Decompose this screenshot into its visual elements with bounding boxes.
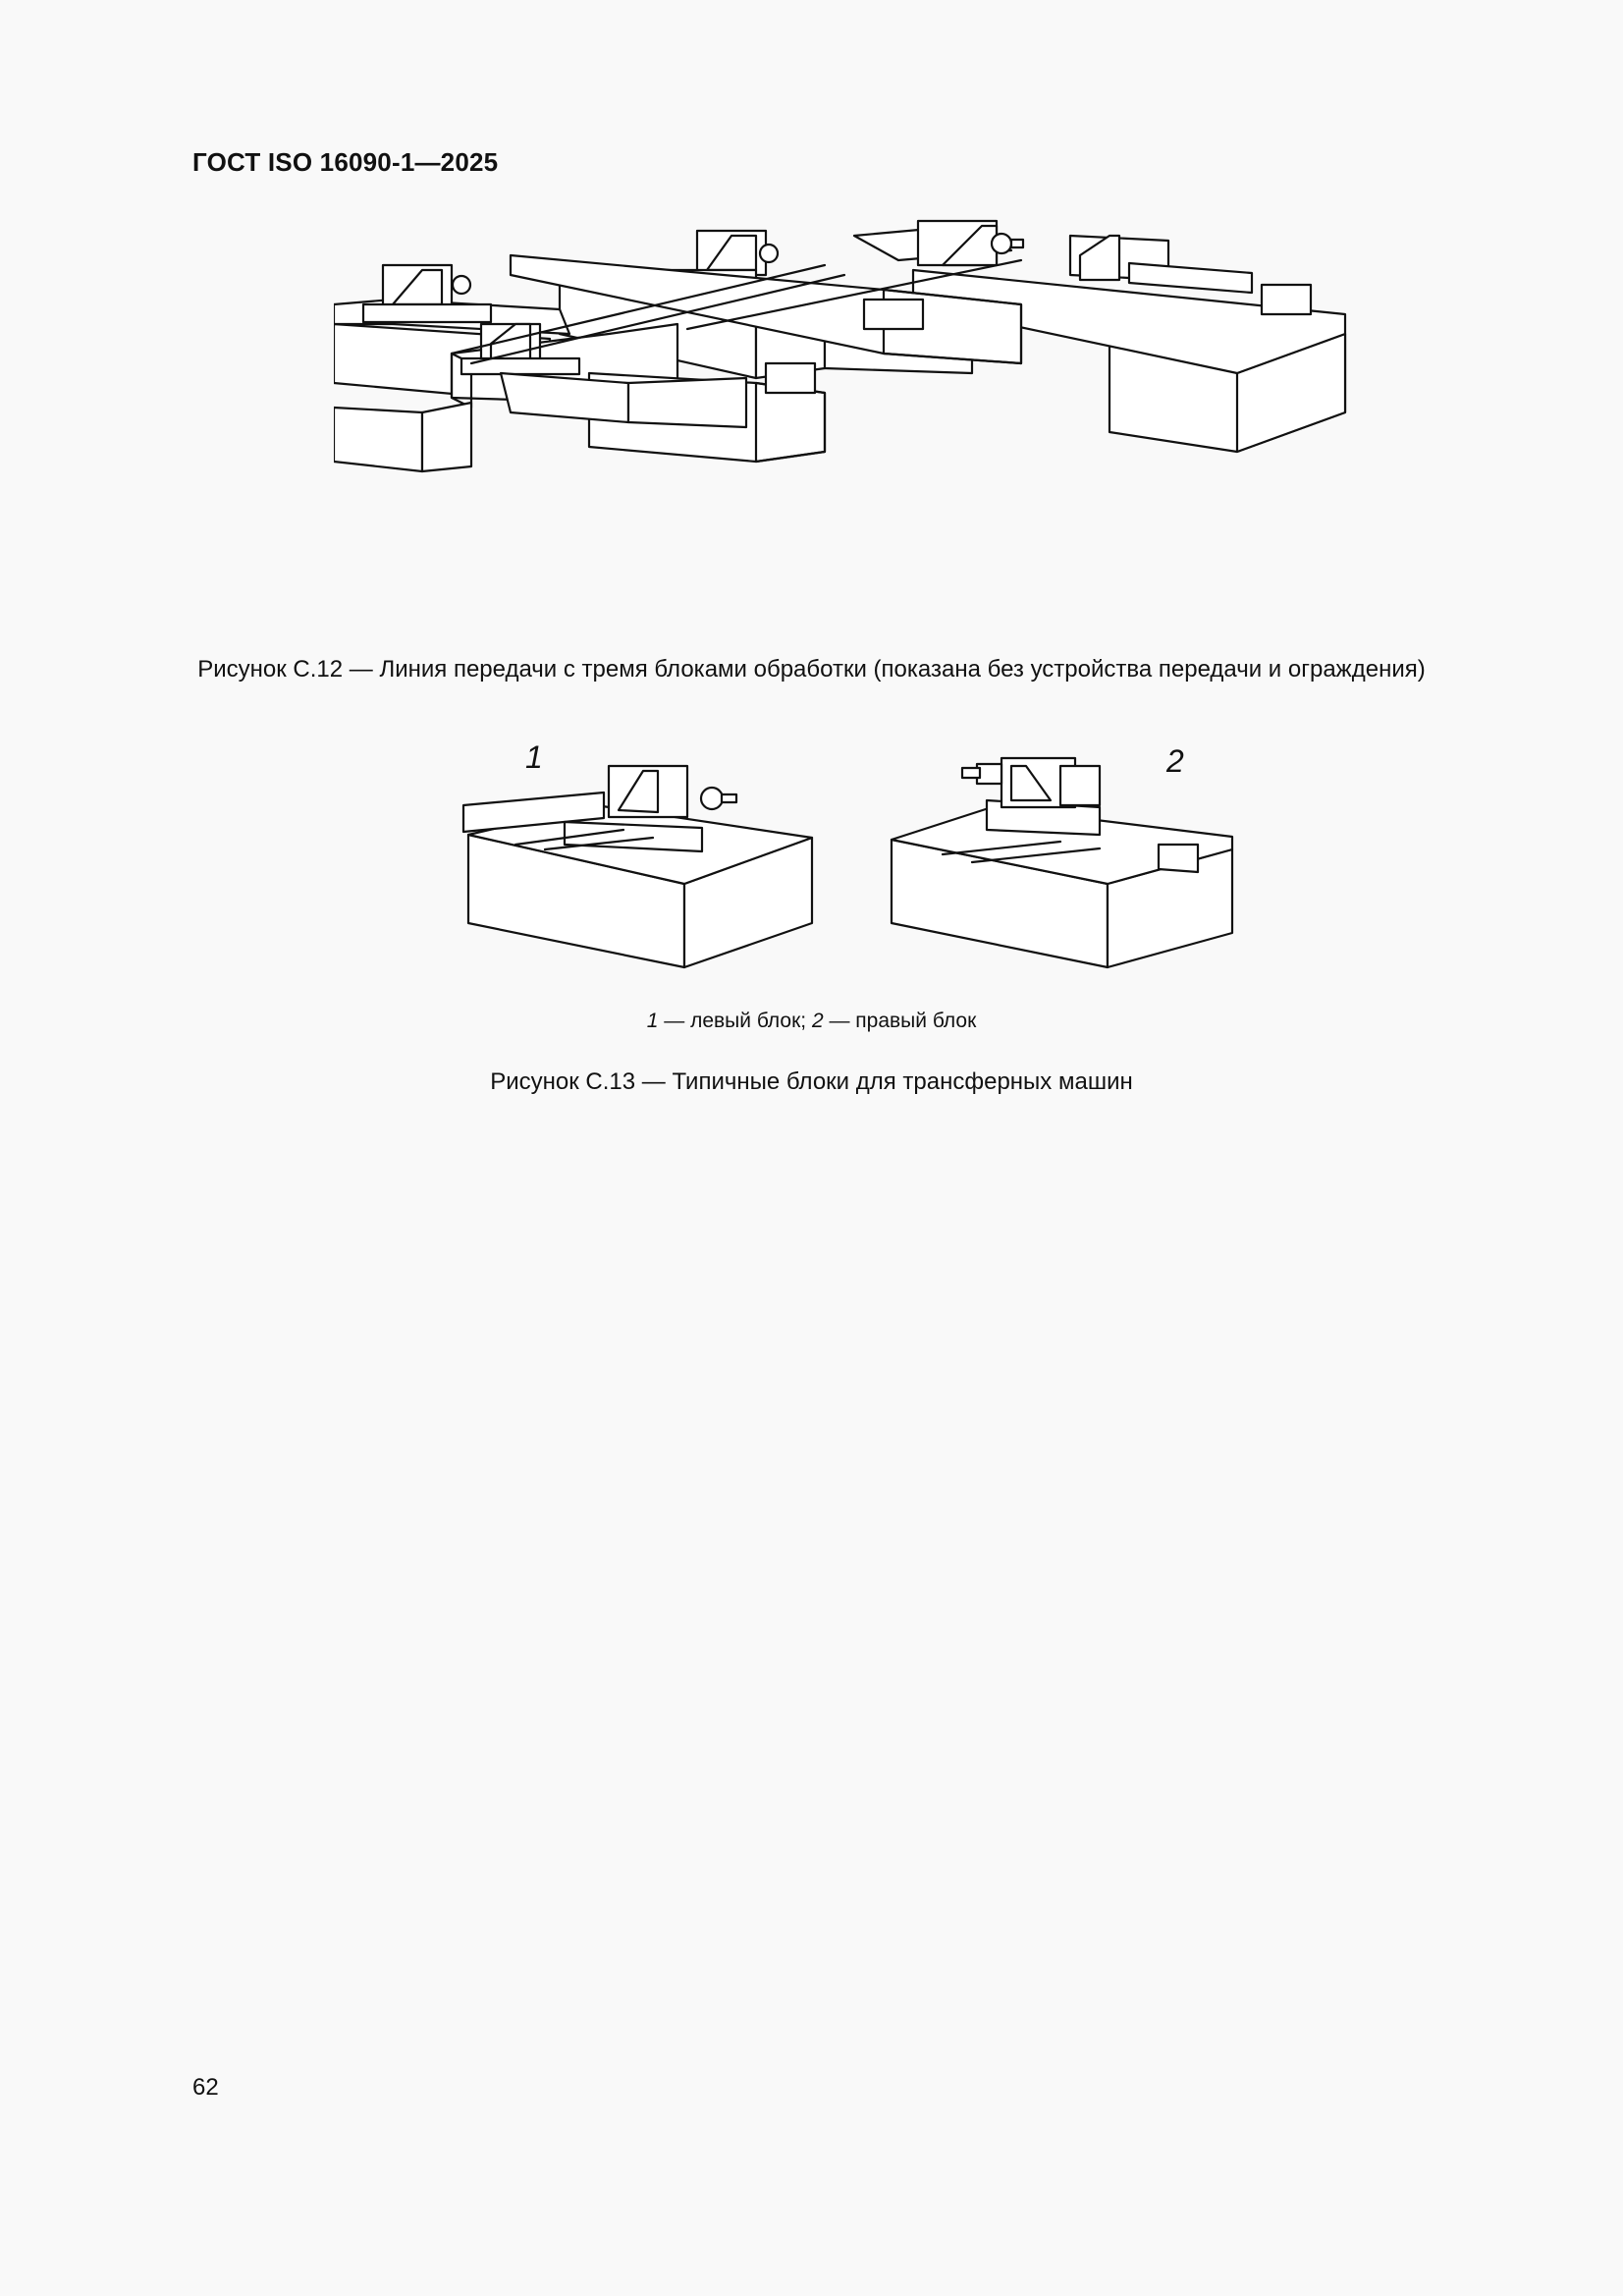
legend-text-2: — правый блок <box>823 1010 977 1032</box>
figure-c13-marker-left: 1 <box>525 739 543 775</box>
legend-number-2: 2 <box>811 1010 824 1032</box>
figure-c13-legend <box>0 1010 1623 1033</box>
page-number: 62 <box>192 2074 219 2101</box>
legend-number-1: 1 <box>646 1010 659 1032</box>
legend-text-1: — левый блок; <box>658 1010 812 1032</box>
figure-c12-caption: Рисунок С.12 — Линия передачи с тремя блоками обработки (показана без устройства передачи и ограждения) <box>197 656 1426 683</box>
document-header: ГОСТ ISO 16090-1—2025 <box>192 147 499 177</box>
figure-c13-right-unit <box>884 746 1247 977</box>
figure-c12-transfer-line <box>334 216 1375 629</box>
figure-c13-caption: Рисунок С.13 — Типичные блоки для трансферных машин <box>490 1068 1133 1095</box>
figure-c13-left-unit <box>457 751 820 977</box>
figure-c13-marker-right: 2 <box>1166 743 1184 779</box>
